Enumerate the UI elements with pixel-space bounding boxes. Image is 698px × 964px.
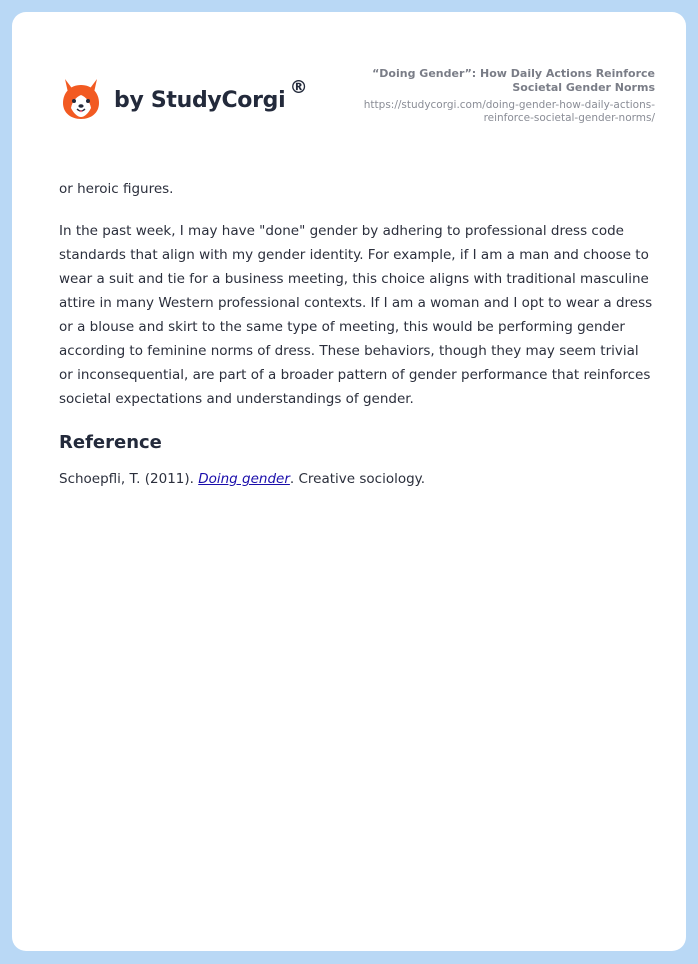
document-header	[325, 67, 655, 125]
document-page	[12, 12, 686, 951]
document-body	[59, 177, 654, 509]
paragraph: or heroic figures.	[59, 181, 174, 197]
document-title: “Doing Gender”: How Daily Actions Reinforce Societal Gender Norms	[372, 67, 655, 94]
paragraph: In the past week, I may have "done" gender by adhering to professional dress code standards that align with my gender identity. For example, if I am a man and choose to wear a suit and tie for a business meeting, this choice aligns with traditional masculine attire in many Western professional contexts. If I am a woman and I opt to wear a dress or a blouse and skirt to the same type of meeting, this would be performing gender according to feminine norms of dress. These behaviors, though they may seem trivial or inconsequential, are part of a broader pattern of gender performance that reinforces societal expectations and understandings of gender.	[59, 223, 653, 407]
registered-mark: ®	[289, 76, 308, 98]
corgi-icon	[61, 77, 101, 121]
reference-heading: Reference	[59, 432, 162, 453]
reference-source: . Creative sociology.	[289, 471, 426, 487]
reference-author: Schoepfli, T. (2011).	[59, 471, 199, 487]
reference-entry	[59, 467, 654, 491]
brand-name: by StudyCorgi ®	[114, 76, 308, 113]
reference-link[interactable]: Doing gender	[198, 471, 290, 487]
document-url[interactable]: https://studycorgi.com/doing-gender-how-daily-actions-reinforce-societal-gender-norms/	[363, 99, 655, 124]
studycorgi-logo[interactable]	[61, 77, 307, 121]
